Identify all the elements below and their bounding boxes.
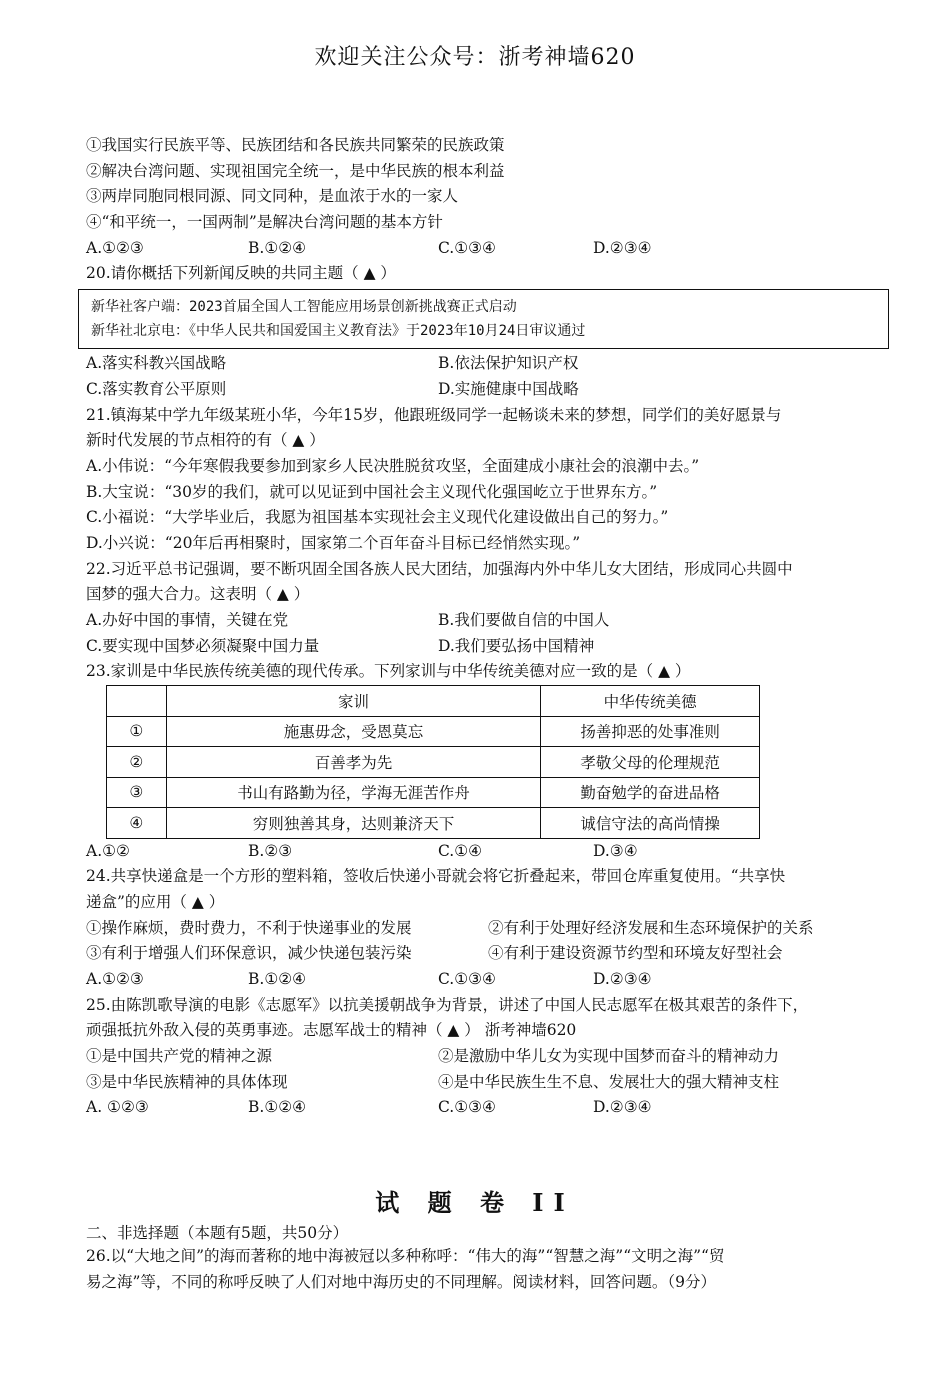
q24-options (86, 967, 876, 993)
table-cell: 穷则独善其身，达则兼济天下 (166, 808, 541, 839)
q22-options-row-1 (86, 608, 876, 634)
q19-option-b: B.①②④ (248, 238, 307, 257)
q24-statement-3: ③有利于增强人们环保意识，减少快递包装污染 (86, 944, 412, 963)
table-cell: ① (107, 716, 167, 747)
question-content (86, 133, 876, 1121)
q22-option-c: C.要实现中国梦必须凝聚中国力量 (86, 636, 320, 655)
table-cell: 百善孝为先 (166, 747, 541, 778)
q23-option-a: A.①② (86, 841, 130, 860)
q23-stem: 23.家训是中华民族传统美德的现代传承。下列家训与中华传统美德对应一致的是（ ▲ ） (86, 662, 691, 681)
q24-statements-row-1 (86, 916, 876, 942)
table-cell: 诚信守法的高尚情操 (541, 808, 760, 839)
q21-option-a: A.小伟说：“今年寒假我要参加到家乡人民决胜脱贫攻坚，全面建成小康社会的浪潮中去。” (86, 456, 700, 475)
q19-statement-1: ①我国实行民族平等、民族团结和各民族共同繁荣的民族政策 (86, 136, 505, 154)
q20-news-box (78, 289, 889, 349)
q25-options (86, 1095, 876, 1121)
q20-option-d: D.实施健康中国战略 (438, 379, 579, 398)
q24-option-d: D.②③④ (593, 970, 652, 988)
q25-option-b: B.①②④ (248, 1098, 307, 1117)
table-row (107, 777, 760, 808)
q19-option-d: D.②③④ (593, 238, 652, 257)
q25-stem-2: 顽强抵抗外敌入侵的英勇事迹。志愿军战士的精神（ ▲ ） 浙考神墙620 (86, 1021, 577, 1040)
q21-option-b: B.大宝说：“30岁的我们，就可以见证到中国社会主义现代化强国屹立于世界东方。” (86, 482, 658, 501)
table-row (107, 808, 760, 839)
section-title: 试 题 卷 II (375, 1188, 575, 1217)
q25-statements-row-2 (86, 1070, 876, 1096)
table-header-row (107, 686, 760, 717)
q20-options-row-2 (86, 377, 876, 403)
q21-option-d: D.小兴说：“20年后再相聚时，国家第二个百年奋斗目标已经悄然实现。” (86, 533, 581, 552)
page-header: 欢迎关注公众号：浙考神墙620 (314, 45, 636, 70)
q23-option-d: D.③④ (593, 841, 638, 860)
q24-stem-2: 递盒”的应用（ ▲ ） (86, 892, 225, 911)
q23-option-b: B.②③ (248, 841, 293, 860)
table-cell: 勤奋勉学的奋进品格 (541, 777, 760, 808)
section2-content (86, 1222, 876, 1295)
table-cell: 扬善抑恶的处事准则 (541, 716, 760, 747)
q25-option-a: A. ①②③ (86, 1098, 149, 1117)
q20-option-a: A.落实科教兴国战略 (86, 354, 227, 373)
q25-option-c: C.①③④ (438, 1098, 496, 1117)
q23-table (106, 685, 760, 839)
q26-stem-2: 易之海”等，不同的称呼反映了人们对地中海历史的不同理解。阅读材料，回答问题。（9分） (86, 1272, 717, 1291)
q22-option-b: B.我们要做自信的中国人 (438, 611, 610, 629)
table-row (107, 747, 760, 778)
q24-option-b: B.①②④ (248, 970, 307, 988)
q19-statement-3: ③两岸同胞同根同源、同文同种，是血浓于水的一家人 (86, 187, 459, 206)
q23-option-c: C.①④ (438, 841, 483, 860)
table-row (107, 716, 760, 747)
q24-statements-row-2 (86, 941, 876, 967)
q25-statement-4: ④是中华民族生生不息、发展壮大的强大精神支柱 (438, 1072, 780, 1091)
q19-option-a: A.①②③ (86, 238, 144, 257)
q24-option-a: A.①②③ (86, 970, 144, 988)
q21-stem-2: 新时代发展的节点相符的有（ ▲ ） (86, 431, 325, 450)
q20-news-2: 新华社北京电：《中华人民共和国爱国主义教育法》于2023年10月24日审议通过 (91, 323, 586, 340)
table-cell: ② (107, 747, 167, 778)
q25-option-d: D.②③④ (593, 1098, 652, 1117)
table-cell: 施惠毋念，受恩莫忘 (166, 716, 541, 747)
q20-option-c: C.落实教育公平原则 (86, 379, 227, 398)
q23-options (86, 839, 876, 865)
q20-stem: 20.请你概括下列新闻反映的共同主题（ ▲ ） (86, 264, 396, 283)
q25-stem-1: 25.由陈凯歌导演的电影《志愿军》以抗美援朝战争为背景，讲述了中国人民志愿军在极其艰苦的条件下， (86, 995, 809, 1014)
table-cell: 孝敬父母的伦理规范 (541, 747, 760, 778)
q24-option-c: C.①③④ (438, 970, 496, 988)
q25-statement-3: ③是中华民族精神的具体体现 (86, 1072, 288, 1091)
q25-statement-1: ①是中国共产党的精神之源 (86, 1047, 273, 1066)
table-cell: ④ (107, 808, 167, 839)
table-cell: ③ (107, 777, 167, 808)
section2-subtitle: 二、非选择题（本题有5题，共50分） (86, 1224, 349, 1242)
q22-option-d: D.我们要弘扬中国精神 (438, 636, 595, 655)
q26-stem-1: 26.以“大地之间”的海而著称的地中海被冠以多种称呼：“伟大的海”“智慧之海”“文明之海”“贸 (86, 1247, 725, 1265)
table-header-cell (107, 686, 167, 717)
q19-statement-4: ④“和平统一，一国两制”是解决台湾问题的基本方针 (86, 213, 443, 232)
table-header-cell: 家训 (166, 686, 541, 717)
q19-option-c: C.①③④ (438, 238, 496, 257)
q22-option-a: A.办好中国的事情，关键在党 (86, 611, 289, 629)
q21-option-c: C.小福说：“大学毕业后，我愿为祖国基本实现社会主义现代化建设做出自己的努力。” (86, 508, 669, 527)
q25-statement-2: ②是激励中华儿女为实现中国梦而奋斗的精神动力 (438, 1047, 780, 1066)
q24-statement-2: ②有利于处理好经济发展和生态环境保护的关系 (488, 918, 814, 937)
table-header-cell: 中华传统美德 (541, 686, 760, 717)
q22-stem-2: 国梦的强大合力。这表明（ ▲ ） (86, 585, 310, 604)
q25-statements-row-1 (86, 1044, 876, 1070)
q24-stem-1: 24.共享快递盒是一个方形的塑料箱，签收后快递小哥就会将它折叠起来，带回仓库重复使用。“共享快 (86, 867, 786, 886)
q20-options-row-1 (86, 351, 876, 377)
q20-news-1: 新华社客户端：2023首届全国人工智能应用场景创新挑战赛正式启动 (91, 299, 517, 316)
q20-option-b: B.依法保护知识产权 (438, 354, 579, 373)
q21-stem-1: 21.镇海某中学九年级某班小华，今年15岁，他跟班级同学一起畅谈未来的梦想，同学们的美好愿景与 (86, 405, 782, 424)
q19-statement-2: ②解决台湾问题、实现祖国完全统一，是中华民族的根本利益 (86, 161, 505, 180)
table-cell: 书山有路勤为径，学海无涯苦作舟 (166, 777, 541, 808)
q24-statement-1: ①操作麻烦，费时费力，不利于快递事业的发展 (86, 918, 412, 937)
q24-statement-4: ④有利于建设资源节约型和环境友好型社会 (488, 944, 783, 963)
q22-stem-1: 22.习近平总书记强调，要不断巩固全国各族人民大团结，加强海内外中华儿女大团结，形成同心共圆中 (86, 559, 793, 578)
q22-options-row-2 (86, 634, 876, 660)
q19-options (86, 236, 876, 262)
